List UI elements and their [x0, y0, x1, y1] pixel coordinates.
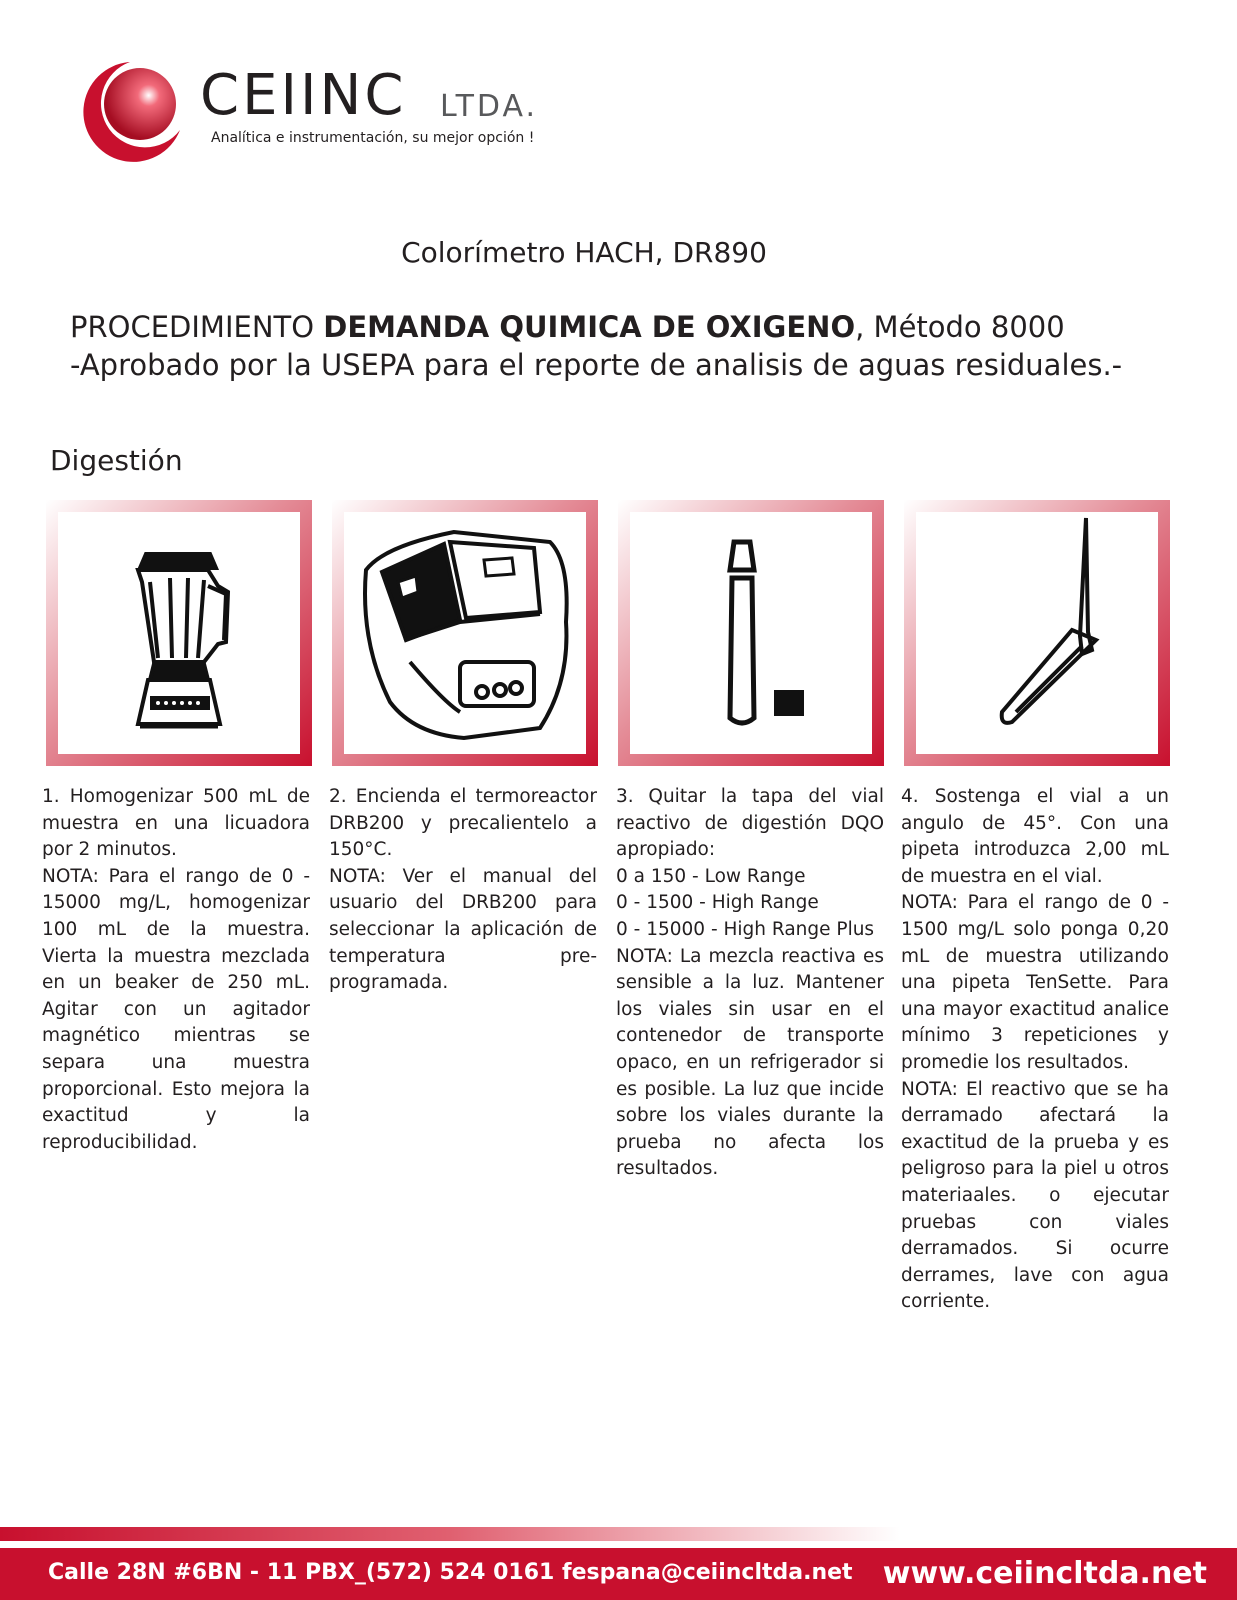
company-logo — [78, 58, 598, 168]
footer — [0, 1548, 1237, 1600]
step-3-instruction: 3. Quitar la tapa del vial reactivo de digestión DQO apropiado: — [616, 786, 884, 861]
step-3-range-high: 0 - 1500 - High Range — [616, 892, 819, 914]
step-2-instruction: 2. Encienda el termoreactor DRB200 y precalientelo a 150°C. — [329, 786, 597, 861]
step-3-note: NOTA: La mezcla reactiva es sensible a la luz. Mantener los viales sin usar en el contenedor de transporte opaco, en un refrigerador si es posible. La luz que incide sobre los viales durante la prueba no afecta los resultados. — [616, 945, 884, 1180]
logo-name: CEIINC — [200, 63, 407, 128]
step-4-image — [916, 512, 1158, 754]
footer-contact: Calle 28N #6BN - 11 PBX_(572) 524 0161 fespana@ceiincltda.net — [48, 1560, 853, 1585]
procedure-heading — [70, 310, 1065, 344]
step-1-note: NOTA: Para el rango de 0 - 15000 mg/L, homogenizar 100 mL de la muestra. Vierta la muestra mezclada en un beaker de 250 mL. Agitar con un agitador magnético mientras se separa una muestra proporcional. Esto mejora la exactitud y la reproducibilidad. — [42, 865, 310, 1153]
step-4-panel — [904, 500, 1170, 766]
step-4-text — [901, 784, 1169, 1316]
procedure-subheading: -Aprobado por la USEPA para el reporte de analisis de aguas residuales.- — [70, 348, 1123, 382]
thermoreactor-icon — [344, 512, 586, 754]
step-1-instruction: 1. Homogenizar 500 mL de muestra en una licuadora por 2 minutos. — [42, 786, 310, 861]
vial-cap-icon — [774, 690, 804, 716]
step-2-panel — [332, 500, 598, 766]
step-3-panel — [618, 500, 884, 766]
step-4-instruction: 4. Sostenga el vial a un angulo de 45°. Con una pipeta introduzca 2,00 mL de muestra en el vial. — [901, 786, 1169, 887]
step-1-panel — [46, 500, 312, 766]
footer-gradient-bar — [0, 1527, 900, 1541]
step-3-text — [616, 784, 884, 1183]
document-title: Colorímetro HACH, DR890 — [401, 236, 767, 269]
step-4-note-1: NOTA: Para el rango de 0 - 1500 mg/L solo ponga 0,20 mL de muestra utilizando una pipeta TenSette. Para una mayor exactitud analice mínimo 3 repeticiones y promedie los resultados. — [901, 892, 1169, 1073]
step-2-note: NOTA: Ver el manual del usuario del DRB200 para seleccionar la aplicación de temperatura pre-programada. — [329, 865, 597, 994]
step-3-image — [630, 512, 872, 754]
step-3-range-high-plus: 0 - 15000 - High Range Plus — [616, 918, 875, 940]
blender-icon — [58, 512, 300, 754]
logo-suffix: LTDA. — [440, 89, 539, 124]
pipette-vial-icon — [916, 512, 1158, 754]
logo-tagline: Analítica e instrumentación, su mejor opción ! — [211, 130, 535, 146]
step-3-range-low: 0 a 150 - Low Range — [616, 865, 806, 887]
step-1-image — [58, 512, 300, 754]
footer-website-link[interactable]: www.ceiincltda.net — [882, 1556, 1207, 1591]
heading-bold: DEMANDA QUIMICA DE OXIGENO — [323, 310, 856, 344]
section-title: Digestión — [50, 444, 183, 477]
step-4-note-2: NOTA: El reactivo que se ha derramado afectará la exactitud de la prueba y es peligroso para la piel u otros materiaales. o ejecutar pruebas con viales derramados. Si ocurre derrames, lave con agua corriente. — [901, 1078, 1169, 1313]
logo-sphere-icon — [78, 58, 188, 168]
step-2-text — [329, 784, 597, 997]
vial-icon — [630, 512, 872, 754]
heading-prefix: PROCEDIMIENTO — [70, 310, 324, 344]
step-2-image — [344, 512, 586, 754]
heading-suffix: , Método 8000 — [855, 310, 1065, 344]
step-1-text — [42, 784, 310, 1156]
